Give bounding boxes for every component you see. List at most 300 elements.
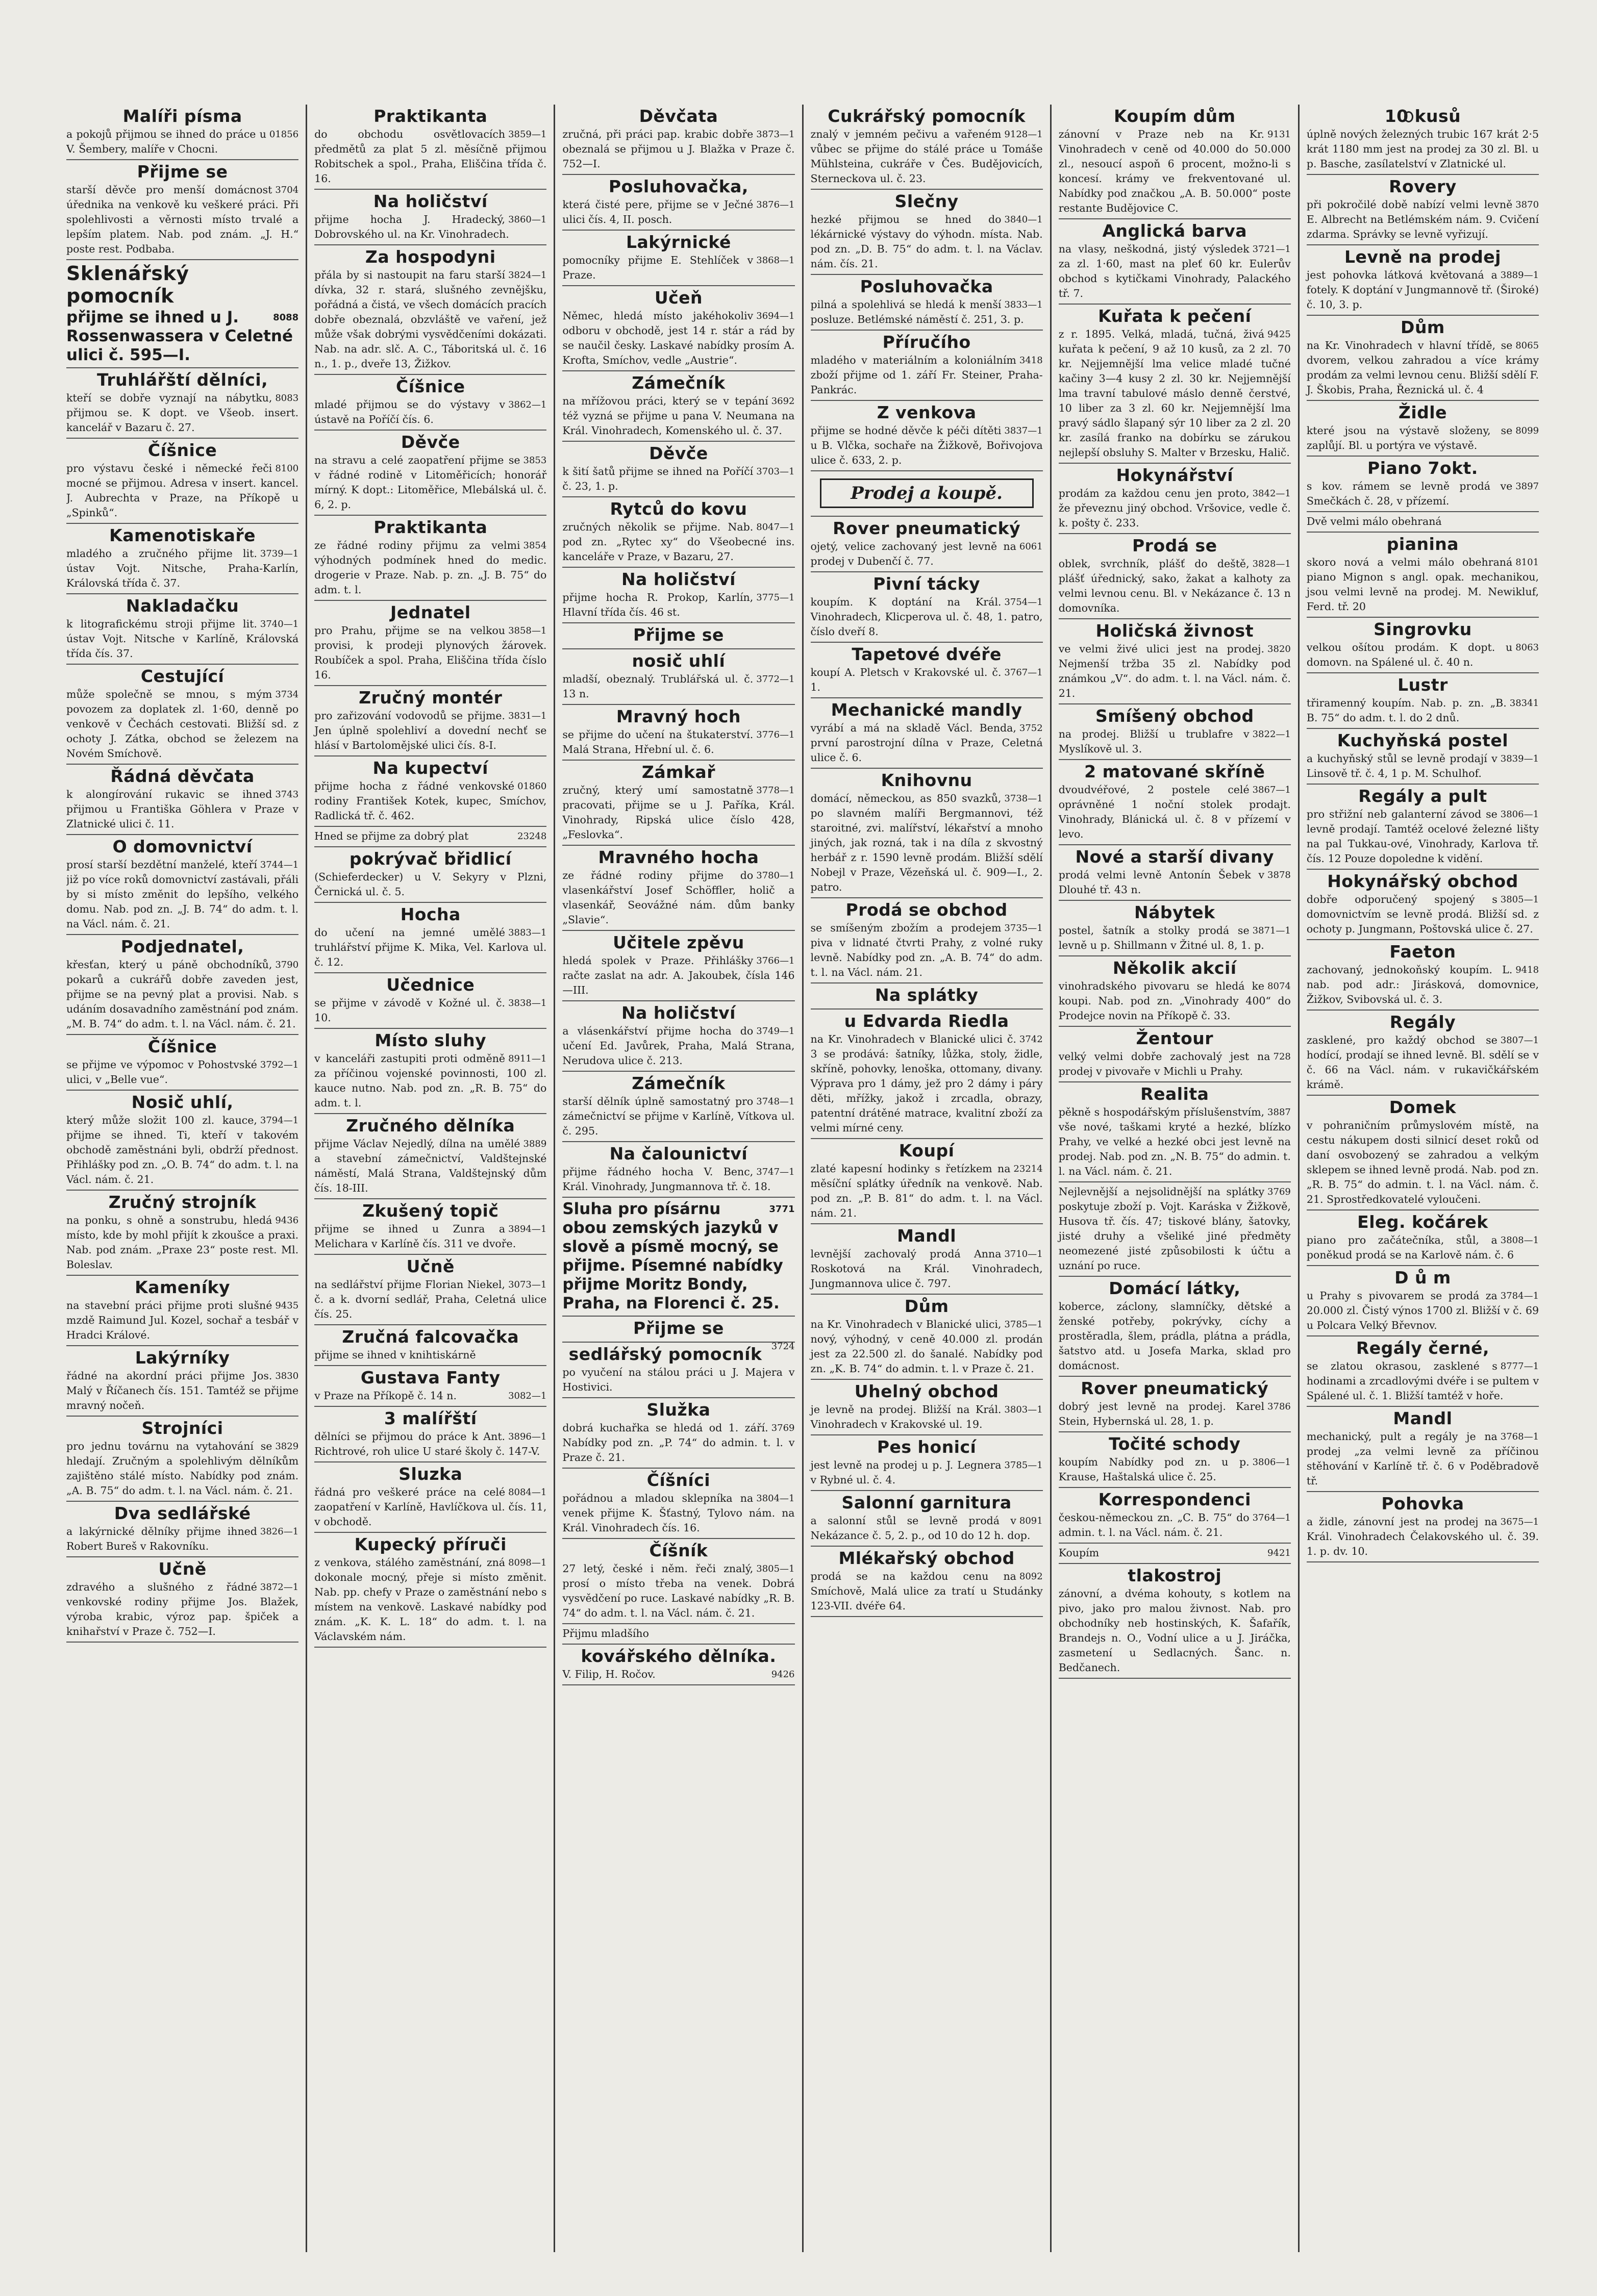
ad-code: 8099 <box>1515 425 1539 436</box>
ad-code: 3743 <box>275 789 299 800</box>
classified-ad <box>1059 1182 1291 1277</box>
ad-text <box>1059 327 1291 460</box>
ad-text <box>314 709 546 753</box>
ad-code: 3738—1 <box>1004 793 1043 804</box>
ad-code: 3748—1 <box>756 1096 795 1107</box>
ad-body: koupí A. Pletsch v Krakovské ul. č. 1. <box>810 666 1002 693</box>
ad-text <box>314 212 546 242</box>
classified-ad <box>314 245 546 375</box>
ad-text <box>1307 1233 1539 1263</box>
classified-ad <box>562 1142 794 1198</box>
ad-body: Přijmu mladšího <box>562 1627 649 1639</box>
ad-code: 3744—1 <box>260 860 299 870</box>
ad-text <box>811 1402 1043 1432</box>
ad-body: mladého a zručného přijme lit. ústav Vojt. Nitsche, Praha-Karlín, Královská třída č. 37. <box>66 547 299 589</box>
ad-title: Strojníci <box>141 1418 223 1438</box>
ad-title: Malíři písma <box>122 106 242 126</box>
ad-body: prodám za každou cenu jen proto, že převeznu jiný obchod. Vršovice, vedle č. k. pošty č. 233. <box>1058 487 1291 529</box>
ad-body: oblek, svrchník, plášť do deště, plášť úřednický, sako, žakat a kalhoty za velmi levnou cenu. Bl. v Nekázance č. 13 n domovníka. <box>1058 558 1291 614</box>
ad-code: 3724 <box>771 1341 795 1352</box>
ad-title: Zručný strojník <box>108 1192 257 1212</box>
print-mark <box>1404 111 1413 122</box>
ad-body: do učení na jemné umělé truhlářství přijme K. Mika, Vel. Karlova ul. č. 12. <box>314 926 547 968</box>
classified-ad <box>314 516 546 601</box>
ad-code: 8083 <box>275 393 299 403</box>
ad-body: zručných několik se přijme. Nab. pod zn. „Rytec xy“ do Všeobecné ins. kanceláře v Praze, v Bazaru, 27. <box>562 521 795 563</box>
classified-ad <box>1307 1210 1539 1266</box>
classified-ad <box>562 931 794 1001</box>
ad-title: O domovnictví <box>112 837 253 856</box>
ad-body: vinohradského pivovaru se hledá ke koupi. Nab. pod zn. „Vinohrady 400“ do Prodejce novin na Příkopě č. 33. <box>1058 980 1291 1022</box>
classified-ad <box>314 827 546 847</box>
ad-text <box>1059 1586 1291 1675</box>
ad-title: Číšnice <box>396 376 465 396</box>
ad-body: na prodej. Bližší u trublafre v Myslíkově ul. 3. <box>1058 728 1250 755</box>
ad-text <box>66 546 298 591</box>
column-4 <box>802 105 1050 2252</box>
ad-text <box>314 1222 546 1251</box>
classified-ad <box>562 568 794 623</box>
ad-code: 3862—1 <box>508 399 547 410</box>
ad-text <box>66 461 298 520</box>
ad-body: českou-německou zn. „C. B. 75“ do admin. t. l. na Václ. nám. č. 21. <box>1058 1511 1250 1538</box>
ad-code: 3894—1 <box>508 1224 547 1234</box>
ad-title: pianina <box>1386 534 1459 554</box>
classified-ad <box>811 698 1043 769</box>
ad-title: Hocha <box>400 904 461 924</box>
classified-ad <box>66 1502 298 1557</box>
ad-body: pěkně s hospodářským příslušenstvím, vše nové, taškami kryté a hezké, blízko Prahy, ve velké a hezké obci jest levně na prodej. Nab. pod zn. „N. B. 75“ do admin. t. l. na Václ. nám. č. 21. <box>1058 1106 1291 1177</box>
ad-text <box>811 1458 1043 1487</box>
ad-title: Číšník <box>649 1541 708 1560</box>
ad-text <box>1307 423 1539 453</box>
ad-body: starší dělník úplně samostatný pro zámečnictví se přijme v Karlíně, Vítkova ul. č. 295. <box>562 1095 795 1137</box>
ad-code: 3822—1 <box>1252 729 1291 740</box>
ad-code: 3771 <box>769 1204 795 1215</box>
classified-ad <box>66 105 298 160</box>
classified-ad <box>66 1346 298 1417</box>
ad-code: 3824—1 <box>508 270 547 281</box>
ad-title: 3 malířští <box>384 1408 477 1428</box>
classified-ad <box>314 1533 546 1648</box>
ad-code: 3768—1 <box>1500 1431 1539 1442</box>
ad-body: levnější zachovalý prodá Anna Roskotová na Král. Vinohradech, Jungmannova ulice č. 797. <box>810 1248 1043 1290</box>
ad-title: Na holičství <box>373 191 488 211</box>
ad-body: hledá spolek v Praze. Přihlášky račte zaslat na adr. A. Jakoubek, čísla 146—III. <box>562 954 795 996</box>
ad-title: Zkušený topič <box>362 1201 499 1221</box>
classified-ad <box>1307 1266 1539 1336</box>
ad-title: Na holičství <box>621 1003 736 1023</box>
ad-title: Pes honicí <box>877 1437 977 1457</box>
ad-text <box>562 1094 794 1139</box>
ad-code: 3769 <box>771 1423 795 1433</box>
ad-text <box>562 464 794 494</box>
ad-code: 23248 <box>517 831 547 842</box>
ad-text <box>1059 868 1291 897</box>
ad-title: Na čalounictví <box>609 1144 748 1164</box>
ad-title: Korrespondenci <box>1098 1490 1251 1509</box>
ad-code: 3721—1 <box>1252 244 1291 255</box>
classified-ad <box>1307 618 1539 673</box>
ad-body: k šití šatů přijme se ihned na Poříčí č. 23, 1. p. <box>562 465 754 492</box>
ad-body: k litografickému stroji přijme lit. ústav Vojt. Nitsche v Karlíně, Královská třída čís. 37. <box>66 618 299 660</box>
ad-title: Realita <box>1140 1084 1209 1104</box>
ad-text <box>562 520 794 564</box>
ad-code: 3887 <box>1267 1107 1291 1118</box>
ad-body: a lakýrnické dělníky přijme ihned Robert Bureš v Rakovníku. <box>66 1525 257 1552</box>
ad-code: 3767—1 <box>1004 667 1043 678</box>
classified-ad <box>66 439 298 524</box>
ad-title: Zručná falcovačka <box>342 1327 519 1347</box>
ad-body: (Schieferdecker) u V. Sekyry v Plzni, Černická ul. č. 5. <box>314 871 547 898</box>
ad-code: 3854 <box>523 540 547 551</box>
ad-title: Mlékařský obchod <box>838 1548 1015 1568</box>
classified-ad <box>562 105 794 175</box>
ad-body: pilná a spolehlivá se hledá k menší posluze. Betlémské náměstí č. 251, 3. p. <box>810 298 1024 325</box>
ad-title: pokrývač břidlicí <box>349 849 512 869</box>
ad-title: Knihovnu <box>881 770 972 790</box>
ad-text <box>66 1113 298 1187</box>
classified-ad <box>811 471 1043 517</box>
ad-code: 9131 <box>1267 129 1291 140</box>
ad-text <box>314 268 546 371</box>
ad-title: Sklenářský pomocník <box>66 262 189 307</box>
classified-ad <box>562 231 794 286</box>
ad-code: 8084—1 <box>508 1487 547 1498</box>
ad-title: Singrovku <box>1374 619 1472 639</box>
ad-code: 01856 <box>269 129 299 140</box>
classified-ad <box>562 286 794 371</box>
classified-ad <box>1059 534 1291 619</box>
ad-code: 3754—1 <box>1004 597 1043 608</box>
ad-text <box>66 1580 298 1639</box>
classified-ad <box>562 1469 794 1539</box>
ad-title: Číšnice <box>147 1037 217 1056</box>
ad-body: v Praze na Příkopě č. 14 n. <box>314 1390 457 1402</box>
classified-ad <box>562 761 794 846</box>
ad-body: ve velmi živé ulici jest na prodej. Nejmenší tržba 35 zl. Nabídky pod známkou „V“. do adm. t. l. na Václ. nám. č. 21. <box>1058 643 1291 699</box>
ad-text <box>562 1024 794 1068</box>
ad-body: se smíšeným zbožím a prodejem piva v lidnaté čtvrti Prahy, z volné ruky levně. Nabídky pod zn. „A. B. 74“ do adm. t. l. na Václ. nám. 21. <box>810 922 1043 978</box>
ad-title: Anglická barva <box>1102 221 1247 241</box>
classified-ad <box>562 1645 794 1685</box>
ad-title: Z venkova <box>877 402 977 422</box>
classified-ad <box>1307 1492 1539 1562</box>
classified-ad <box>1059 956 1291 1027</box>
ad-title: Učitele zpěvu <box>613 932 744 952</box>
ad-code: 3734 <box>275 689 299 700</box>
ad-code: 3692 <box>771 396 795 407</box>
classified-ad <box>1307 1336 1539 1407</box>
classified-ad <box>66 935 298 1035</box>
ad-code: 9436 <box>275 1215 299 1226</box>
ad-title: Sluzka <box>398 1464 463 1484</box>
ad-title: Pohovka <box>1381 1494 1464 1513</box>
ad-text <box>1307 1289 1539 1333</box>
ad-text <box>1307 892 1539 937</box>
ad-text <box>562 590 794 620</box>
ad-code: 3828—1 <box>1252 559 1291 569</box>
ad-code: 3703—1 <box>756 466 795 477</box>
ad-code: 9421 <box>1267 1548 1291 1558</box>
ad-text <box>314 1555 546 1644</box>
ad-text <box>811 539 1043 569</box>
ad-text <box>1307 338 1539 397</box>
ad-code: 3889 <box>523 1139 547 1149</box>
ad-body: do obchodu osvětlovacích předmětů za plat 5 zl. měsíčně přijmou Robitschek a spol., Praha, Eliščina třída č. 16. <box>314 128 547 185</box>
ad-title: Praktikanta <box>373 517 488 537</box>
ad-body: řádná pro veškeré práce na celé zaopatření v Karlíně, Havlíčkova ul. čís. 11, v obchodě. <box>314 1486 547 1528</box>
classified-ad <box>314 903 546 973</box>
ad-title: Uhelný obchod <box>854 1381 999 1401</box>
ad-text <box>1307 197 1539 242</box>
ad-text <box>1059 1510 1291 1540</box>
ad-text <box>562 727 794 757</box>
ad-body: dobrá kuchařka se hledá od 1. září. Nabídky pod zn. „P. 74“ do admin. t. l. v Praze č. 21. <box>562 1422 795 1464</box>
ad-text <box>314 870 546 899</box>
ad-text <box>66 1213 298 1272</box>
ad-title: Číšnice <box>147 440 217 460</box>
ad-body: Hned se přijme za dobrý plat <box>314 830 469 842</box>
classified-ad <box>562 1624 794 1645</box>
ad-title: Cestující <box>140 666 224 686</box>
ad-code: 8063 <box>1515 642 1539 653</box>
ad-title: Hokynářský obchod <box>1327 871 1518 891</box>
ad-title: Eleg. kočárek <box>1357 1212 1488 1232</box>
column-3 <box>554 105 802 2252</box>
ad-body: přijme se ihned v knihtiskárně <box>314 1349 476 1361</box>
ad-text <box>314 925 546 970</box>
ad-text <box>66 1057 298 1087</box>
ad-body: křesťan, který u páně obchodníků, pokarů a cukrářů dobře zaveden jest, přijme se na pevný plat a provisi. Nab. s udáním dosavadního zaměstnání pod znám. „M. B. 74“ do adm. t. l. na Václ. nám. č. 21. <box>66 958 299 1030</box>
ad-code: 3785—1 <box>1004 1319 1043 1330</box>
ad-body: dobře odporučený spojený s domovnictvím se levně prodá. Bližší sd. z ochoty p. Jungmann, Poštovská ulice č. 27. <box>1306 893 1539 935</box>
ad-title: Příručího <box>882 332 971 352</box>
ad-body: piano pro začátečníka, stůl, a poněkud prodá se na Karlově nám. č. 6 <box>1306 1234 1514 1261</box>
ad-title: Gustava Fanty <box>360 1368 501 1387</box>
ad-text <box>811 1162 1043 1221</box>
ad-title: Praktikanta <box>373 106 488 126</box>
ad-text <box>314 829 546 844</box>
ad-title: Učně <box>158 1559 207 1579</box>
ad-text <box>811 721 1043 765</box>
ad-code: 8047—1 <box>756 522 795 533</box>
ad-code: 3803—1 <box>1004 1404 1043 1415</box>
ad-body: mladé přijmou se do výstavy v ústavě na Poříčí čís. 6. <box>314 398 506 425</box>
ad-title: Dům <box>904 1296 949 1316</box>
ad-code: 3839—1 <box>1500 753 1539 764</box>
ad-title: sedlářský pomocník <box>568 1344 762 1364</box>
ad-code: 3766—1 <box>756 955 795 966</box>
ad-code: 3830 <box>275 1371 299 1381</box>
classified-ad <box>562 649 794 705</box>
ad-text <box>1307 514 1539 529</box>
ad-body: v kanceláři zastupiti proti odměně za příčinou vojenské povinnosti, 100 zl. kauce nutno. Nab. pod zn. „R. B. 75“ do adm. t. l. <box>314 1052 547 1109</box>
ad-title: Prodá se obchod <box>845 900 1008 920</box>
ad-code: 23214 <box>1013 1164 1043 1174</box>
ad-title: Rover pneumatický <box>833 518 1021 538</box>
classified-ad <box>314 1029 546 1114</box>
classified-ad <box>66 1191 298 1276</box>
classified-ad <box>811 105 1043 190</box>
ad-title: Učně <box>406 1256 455 1276</box>
column-5 <box>1050 105 1298 2252</box>
ad-code: 3794—1 <box>260 1115 299 1126</box>
classified-ad <box>562 623 794 649</box>
ad-text <box>562 127 794 171</box>
ad-title: Místo sluhy <box>375 1030 487 1050</box>
classified-ad <box>811 190 1043 275</box>
ad-code: 3764—1 <box>1252 1512 1291 1523</box>
ad-title: D ů m <box>1394 1268 1451 1288</box>
ad-text <box>1307 963 1539 1007</box>
ad-title: Děvče <box>401 432 460 452</box>
ad-code: 9418 <box>1515 965 1539 975</box>
ad-body: zasklené, pro každý obchod se hodící, prodají se ihned levně. Bl. sdělí se v č. 66 na Václ. nám. v rukavičkářském krámě. <box>1306 1034 1539 1091</box>
classified-ad <box>562 1398 794 1469</box>
ad-text <box>66 787 298 831</box>
ad-code: 3694—1 <box>756 311 795 321</box>
ad-code: 3897 <box>1515 481 1539 492</box>
ad-text <box>1059 727 1291 756</box>
classified-ad <box>811 1491 1043 1547</box>
ad-code: 3747—1 <box>756 1167 795 1177</box>
ad-text <box>314 1051 546 1111</box>
ad-code: 3876—1 <box>756 199 795 210</box>
ad-text <box>811 1513 1043 1543</box>
ad-title: Kameníky <box>135 1277 231 1297</box>
classified-ad <box>562 175 794 231</box>
ad-body: na Kr. Vinohradech v Blanické ulici, nový, výhodný, v ceně 40.000 zl. prodán jest za 22.500 zl. do šanalé. Nabídky pod zn. „K. B. 74“ do admin. t. l. v Praze č. 21. <box>810 1318 1043 1375</box>
classified-ad <box>562 846 794 931</box>
classified-ad <box>811 1380 1043 1435</box>
ad-text <box>314 779 546 823</box>
ad-code: 3082—1 <box>508 1391 547 1401</box>
ad-body: koupím Nabídky pod zn. u p. Krause, Haštalská ulice č. 25. <box>1058 1456 1250 1483</box>
ad-text <box>314 538 546 597</box>
ad-code: 3772—1 <box>756 674 795 685</box>
classified-ad <box>811 769 1043 898</box>
classified-ad <box>66 368 298 439</box>
ad-code: 8098—1 <box>508 1557 547 1568</box>
ad-body: pro Prahu, přijme se na velkou provisi, k prodeji plynových žárovek. Roubíček a spol. Praha, Eliščina třída číslo 16. <box>314 624 547 681</box>
ad-code: 3896—1 <box>508 1431 547 1442</box>
ad-text <box>1307 1118 1539 1207</box>
ad-text <box>1307 1033 1539 1092</box>
ad-text <box>1059 1299 1291 1373</box>
ad-code: 3840—1 <box>1004 214 1043 225</box>
ad-text <box>1059 1105 1291 1179</box>
ad-body: se přijme ve výpomoc v Pohostvské ulici, v „Belle vue“. <box>66 1058 257 1086</box>
ad-code: 3889—1 <box>1500 270 1539 281</box>
ad-body: Koupím <box>1058 1547 1100 1559</box>
ad-body: úplně nových železných trubic 167 krát 2·5 krát 1180 mm jest na prodej za 30 zl. Bl. u p. Basche, zasílatelství v Zlatnické ul. <box>1306 128 1539 170</box>
ad-body: pořádnou a mladou sklepníka na venek přijme K. Šťastný, Tylovo nám. na Král. Vinohradech čís. 16. <box>562 1492 795 1534</box>
ad-code: 3842—1 <box>1252 488 1291 499</box>
column-2 <box>306 105 554 2252</box>
ad-text <box>66 687 298 761</box>
ad-title: Levně na prodej <box>1344 247 1501 267</box>
ad-body: velkou ošítou prodám. K dopt. u domovn. na Spálené ul. č. 40 n. <box>1306 641 1513 668</box>
classified-ad <box>1307 175 1539 245</box>
ad-title: Žentour <box>1136 1028 1214 1048</box>
ad-code: 3769 <box>1267 1187 1291 1197</box>
ad-body: Sluha pro písárnu obou zemských jazyků v slově a písmě mocný, se přijme. Písemné nabídky přijme Moritz Bondy, Praha, na Florenci č. 25. <box>562 1200 783 1313</box>
ad-title: Nosič uhlí, <box>131 1092 234 1112</box>
ad-title: Holičská živnost <box>1095 621 1254 641</box>
classified-ad <box>562 1343 794 1398</box>
ad-title: Koupím dům <box>1114 106 1236 126</box>
ad-text <box>562 309 794 368</box>
ad-title: Učeň <box>654 288 703 308</box>
ad-body: prodá se na každou cenu na Smíchově, Malá ulice za tratí u Studánky 123-VII. dvéře 64. <box>810 1570 1043 1612</box>
classified-ad <box>1307 870 1539 940</box>
classified-ad <box>1059 1564 1291 1679</box>
ad-code: 3740—1 <box>260 619 299 629</box>
classified-ad <box>314 601 546 686</box>
ad-title: Faeton <box>1389 942 1456 962</box>
ad-title: Točité schody <box>1109 1434 1241 1454</box>
ad-text <box>314 1137 546 1196</box>
ad-text <box>1307 696 1539 725</box>
classified-ad <box>1307 316 1539 401</box>
ad-body: pomocníky přijme E. Stehlíček v Praze. <box>562 254 754 281</box>
ad-code: 3752 <box>1019 723 1043 734</box>
ad-body: na ponku, s ohně a sonstrubu, hledá místo, kde by mohl přijít k zkoušce a praxi. Nab. pod znám. „Praxe 23“ poste rest. Ml. Boleslav. <box>66 1214 299 1271</box>
classified-ad <box>314 973 546 1029</box>
ad-body: zlaté kapesní hodinky s řetízkem na měsíční splátky úředník na venkově. Nab. pod zn. „P. B. 81“ do adm. t. l. na Václ. nám. 21. <box>810 1163 1043 1219</box>
ad-title: Regály černé, <box>1356 1338 1489 1358</box>
ad-code: 3418 <box>1019 355 1043 366</box>
classified-ad <box>1307 729 1539 785</box>
classified-ad <box>811 401 1043 471</box>
classified-ad <box>1059 760 1291 845</box>
ad-text <box>562 394 794 438</box>
ad-text <box>66 308 298 365</box>
ad-text <box>314 127 546 186</box>
ad-body: z venkova, stálého zaměstnání, zná dokonale mocný, přeje si místo změnit. Nab. pp. chefy v Praze o zaměstnání nebo s místem na venkově. Laskavé nabídky pod znám. „K. K. L. 18“ do adm. t. l. na Václavském nám. <box>314 1556 547 1643</box>
ad-text <box>1059 1399 1291 1429</box>
classified-ad <box>562 705 794 761</box>
ad-code: 01860 <box>517 781 547 792</box>
ad-text <box>1307 751 1539 781</box>
ad-text <box>1307 1429 1539 1488</box>
ad-text <box>1059 242 1291 301</box>
ad-body: dělníci se přijmou do práce k Ant. Richtrové, roh ulice U staré školy č. 147-V. <box>314 1430 540 1457</box>
classified-ad <box>811 983 1043 1010</box>
ad-body: přijme se ihned u Zunra a Melichara v Karlíně čís. 311 ve dvoře. <box>314 1223 516 1250</box>
ad-code: 3853 <box>523 455 547 466</box>
ad-title: Učednice <box>386 975 475 995</box>
classified-ad <box>562 497 794 568</box>
classified-ad <box>1307 245 1539 316</box>
ad-title: Truhlářští dělníci, <box>96 370 268 390</box>
ad-code: 3784—1 <box>1500 1291 1539 1301</box>
ad-text <box>562 1561 794 1621</box>
ad-title: Zručný montér <box>359 688 503 708</box>
ad-text <box>1307 1359 1539 1403</box>
ad-text <box>314 453 546 512</box>
ad-body: zánovní, a dvéma kohouty, s kotlem na pivo, jako pro malou živnost. Nab. pro obchodníky neb hostinských, K. Šafařík, Brandejs n. O., Vodní ulice a u J. Jiráčka, zasmetení u Sedlacných. Šanc. n. Bedčanech. <box>1058 1587 1291 1674</box>
ad-title: Mechanické mandly <box>831 700 1022 720</box>
ad-text <box>562 953 794 998</box>
ad-text <box>1059 1455 1291 1484</box>
ad-text <box>1307 555 1539 614</box>
ad-body: na mřížovou práci, který se v tepání též vyzná se přijme u pana V. Neumana na Král. Vinohradech, Komenského ul. č. 37. <box>562 395 795 437</box>
ad-body: koberce, záclony, slamníčky, dětské a ženské potřeby, pokrývky, cíchy a prostěradla, šlem, prádla, plátna a prádla, šatstvo atd. u Josefa Marka, sklad pro domácnost. <box>1058 1300 1291 1372</box>
ad-title: Kuchyňská postel <box>1337 730 1509 750</box>
ad-text <box>66 617 298 661</box>
